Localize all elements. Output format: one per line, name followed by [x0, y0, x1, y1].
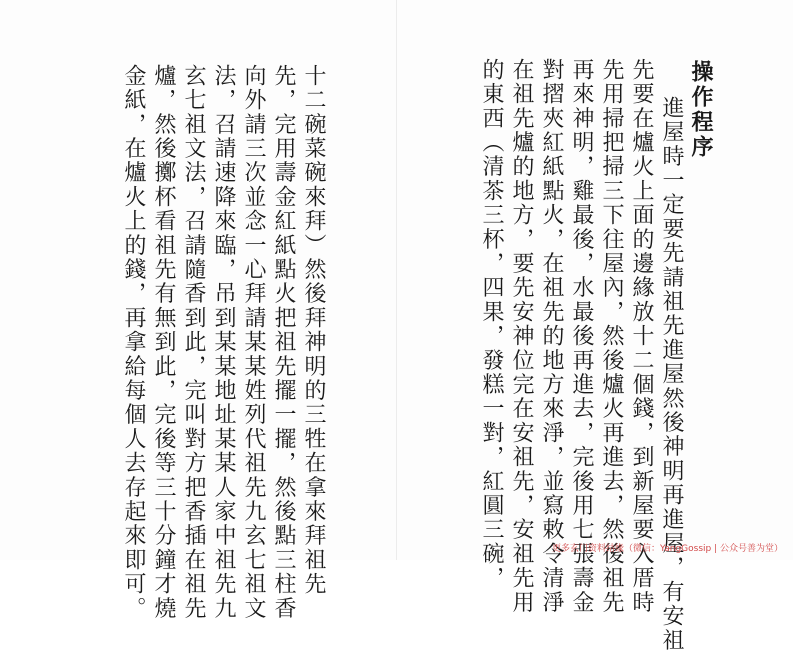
- left-page-line-7: 金紙，在爐火上的錢，再拿給每個人去存起來即可。: [121, 64, 146, 621]
- left-page-line-2: 先，完用壽金紅紙點火把祖先擺一擺，然後點三柱香: [271, 64, 296, 621]
- left-page-line-5: 玄七祖文法，召請隨香到此，完叫對方把香插在祖先: [181, 64, 206, 621]
- left-page-line-4: 法，召請速降來臨，吊到某某地址某某人家中祖先九: [211, 64, 236, 621]
- left-page-line-1: 十二碗菜碗來拜）然後拜神明的三牲在拿來拜祖先: [301, 64, 326, 597]
- right-page-line-5: 對摺夾紅紙點火，在祖先的地方來淨，並寫敕令清淨: [539, 58, 564, 615]
- footer-watermark: 更多玄门资料结缘（微信：YangGossip | 公众号善为堂）: [551, 544, 783, 554]
- right-page-line-3: 先用掃把掃三下往屋內，然後爐火再進去，然後祖先: [599, 58, 624, 615]
- right-page-line-7: 的東西（清茶三杯，四果，發糕一對，紅圓三碗，: [479, 58, 504, 591]
- section-heading: 操作程序: [688, 60, 714, 160]
- page-gutter: [396, 0, 397, 560]
- right-page-line-4: 再來神明，雞最後，水最後再進去，完後用七張壽金: [569, 58, 594, 615]
- right-page-line-6: 在祖先爐的地方，要先安神位完在安祖先，安祖先用: [509, 58, 534, 615]
- right-page-line-2: 先要在爐火上面的邊緣放十二個錢，到新屋要入厝時: [629, 58, 654, 615]
- left-page-line-3: 向外請三次並念一心拜請某某姓列代祖先九玄七祖文: [241, 64, 266, 621]
- right-page-line-1: 進屋時一定要先請祖先進屋然後神明再進屋，有安祖: [659, 96, 684, 653]
- left-page-line-6: 爐，然後擲杯看祖先有無到此，完後等三十分鐘才燒: [151, 64, 176, 621]
